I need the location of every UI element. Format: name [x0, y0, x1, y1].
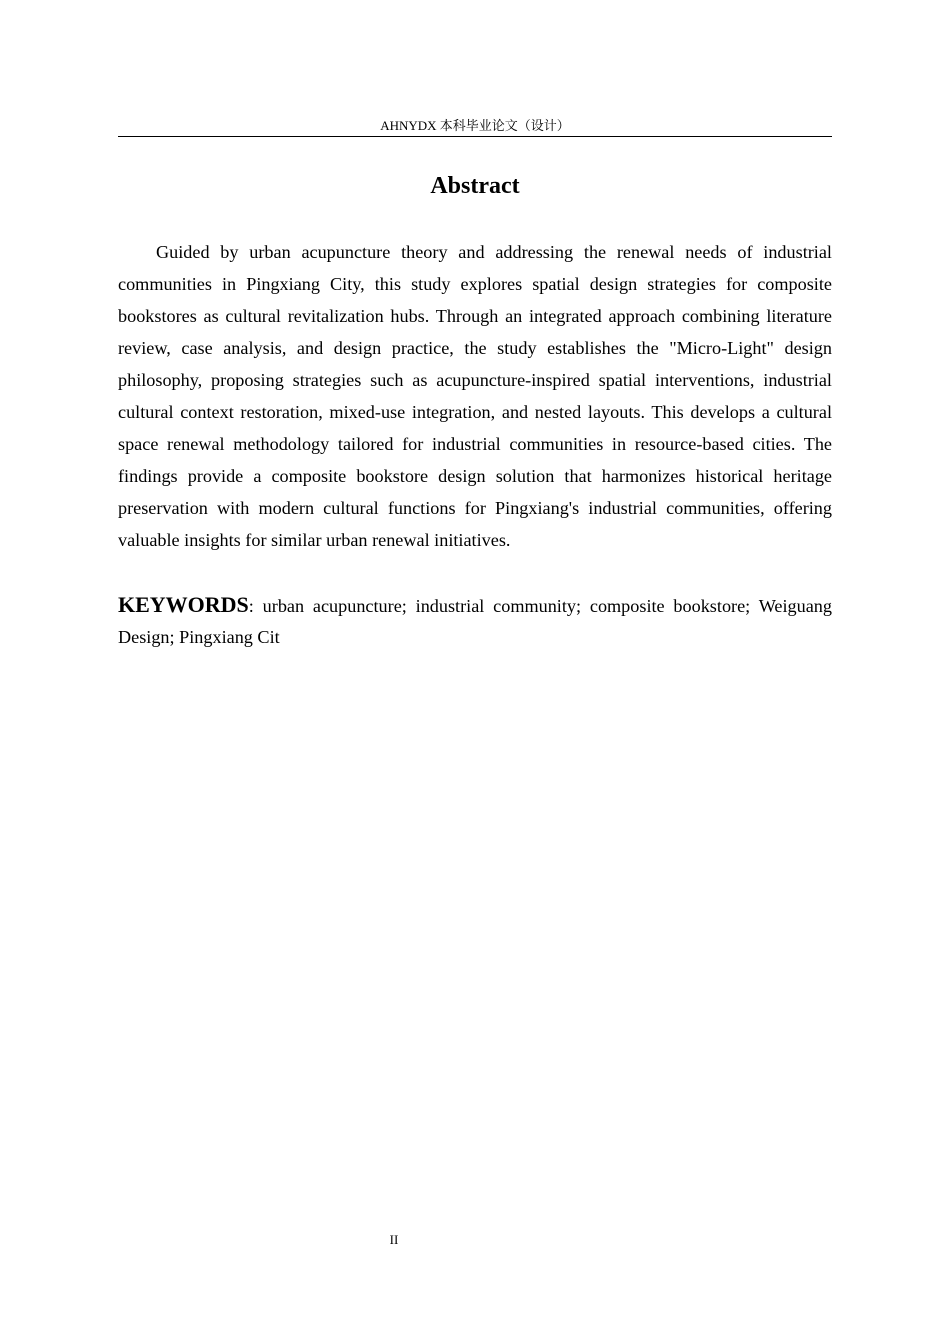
page-number: II — [389, 1232, 399, 1247]
keywords-text: urban acupuncture; industrial community; composite bookstore; Weiguang Design; Pingxiang Cit — [118, 596, 832, 647]
running-header: AHNYDX 本科毕业论文（设计） — [118, 118, 832, 137]
keywords-separator: : — [248, 596, 254, 616]
abstract-paragraph: Guided by urban acupuncture theory and addressing the renewal needs of industrial communities in Pingxiang City, this study explores spatial design strategies for composite bookstores as cultural revitalization hubs. Through an integrated approach combining literature review, case analysis, and design practice, the study establishes the "Micro-Light" design philosophy, proposing strategies such as acupuncture-inspired spatial interventions, industrial cultural context restoration, mixed-use integration, and nested layouts. This develops a cultural space renewal methodology tailored for industrial communities in resource-based cities. The findings provide a composite bookstore design solution that harmonizes historical heritage preservation with modern cultural functions for Pingxiang's industrial communities, offering valuable insights for similar urban renewal initiatives. — [118, 242, 832, 550]
keywords-label: KEYWORDS — [118, 592, 249, 617]
abstract-title: Abstract — [430, 173, 520, 199]
keywords-paragraph — [118, 589, 832, 653]
